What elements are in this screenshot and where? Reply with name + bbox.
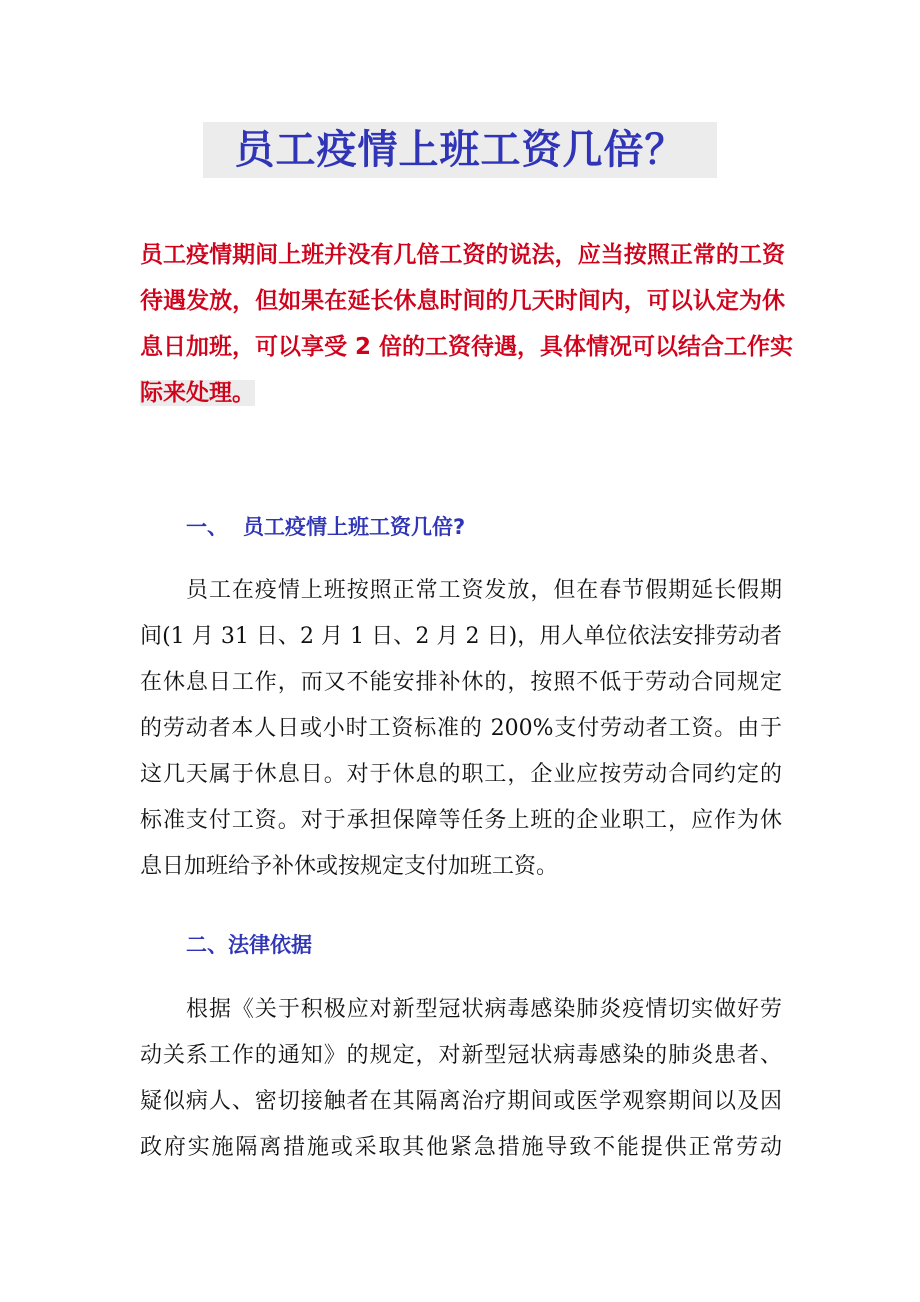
body-line: 动关系工作的通知》的规定，对新型冠状病毒感染的肺炎患者、 xyxy=(140,1043,782,1068)
body-line: 员工在疫情上班按照正常工资发放，但在春节假期延长假期 xyxy=(186,578,782,603)
title-highlight xyxy=(203,122,717,178)
section-1-number: 一、 xyxy=(186,515,228,539)
body-line: 间(1 月 31 日、2 月 1 日、2 月 2 日)，用人单位依法安排劳动者 xyxy=(140,624,782,649)
section-1-title: 员工疫情上班工资几倍? xyxy=(243,515,466,539)
summary-line: 息日加班，可以享受 2 倍的工资待遇，具体情况可以结合工作实 xyxy=(140,334,794,360)
summary-paragraph xyxy=(140,232,794,416)
body-line: 在休息日工作，而又不能安排补休的，按照不低于劳动合同规定 xyxy=(140,670,782,695)
summary-line: 员工疫情期间上班并没有几倍工资的说法，应当按照正常的工资 xyxy=(140,242,785,268)
body-line: 的劳动者本人日或小时工资标准的 200%支付劳动者工资。由于 xyxy=(140,716,782,741)
summary-line: 际来处理。 xyxy=(140,380,255,406)
summary-line: 待遇发放，但如果在延长休息时间的几天时间内，可以认定为休 xyxy=(140,288,785,314)
section-2-heading: 二、法律依据 xyxy=(186,933,312,957)
section-2-body xyxy=(140,987,782,1171)
section-1-body xyxy=(140,568,782,890)
body-line: 政府实施隔离措施或采取其他紧急措施导致不能提供正常劳动 xyxy=(140,1135,782,1160)
section-1-heading xyxy=(186,512,465,542)
page-title: 员工疫情上班工资几倍？ xyxy=(234,127,686,173)
body-line: 标准支付工资。对于承担保障等任务上班的企业职工，应作为休 xyxy=(140,808,782,833)
body-line: 息日加班给予补休或按规定支付加班工资。 xyxy=(140,854,559,879)
body-line: 这几天属于休息日。对于休息的职工，企业应按劳动合同约定的 xyxy=(140,762,782,787)
body-line: 疑似病人、密切接触者在其隔离治疗期间或医学观察期间以及因 xyxy=(140,1089,782,1114)
body-line: 根据《关于积极应对新型冠状病毒感染肺炎疫情切实做好劳 xyxy=(186,997,782,1022)
